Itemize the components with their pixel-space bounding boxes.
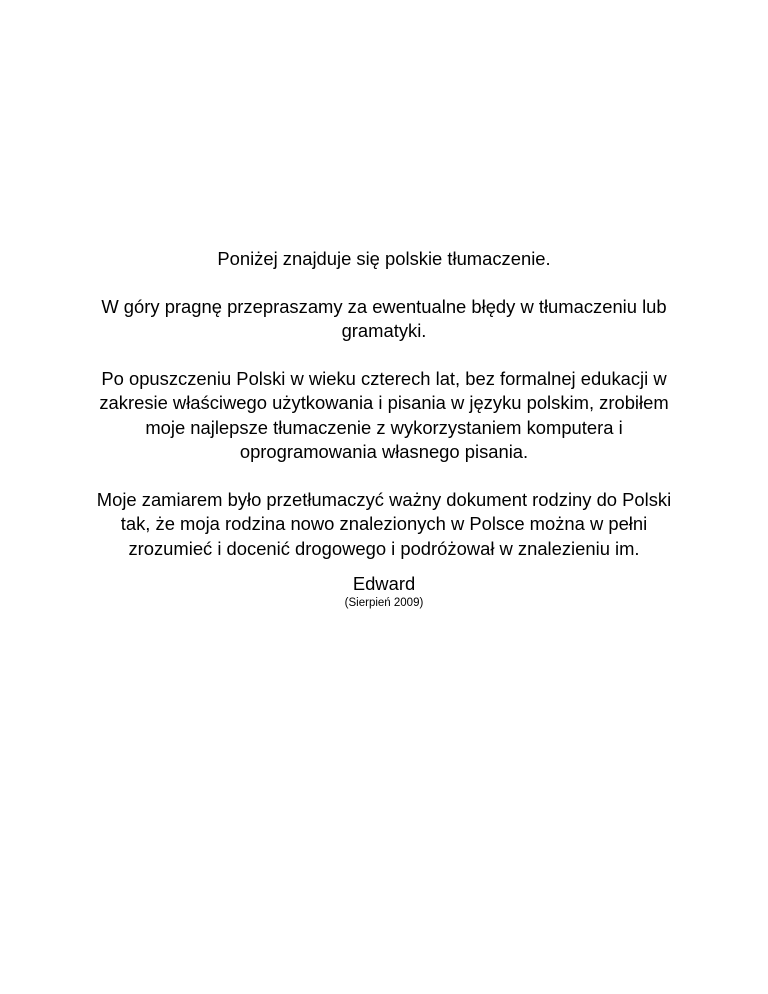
apology-paragraph: W góry pragnę przepraszamy za ewentualne błędy w tłumaczeniu lub gramatyki. xyxy=(101,295,667,341)
author-signature: Edward xyxy=(352,573,416,594)
background-paragraph: Po opuszczeniu Polski w wieku czterech lat, bez formalnej edukacji w zakresie właściwego użytkowania i pisania w języku polskim, zrobiłem moje najlepsze tłumaczenie z wykorzystaniem komputera i oprogramowania własnego pisania. xyxy=(99,367,669,462)
intro-paragraph: Poniżej znajduje się polskie tłumaczenie. xyxy=(217,248,551,269)
date-line: (Sierpień 2009) xyxy=(344,597,424,609)
translation-note xyxy=(84,247,684,610)
purpose-paragraph: Moje zamiarem było przetłumaczyć ważny dokument rodziny do Polski tak, że moja rodzina nowo znalezionych w Polsce można w pełni zrozumieć i docenić drogowego i podróżował w znalezieniu im. xyxy=(96,488,672,559)
